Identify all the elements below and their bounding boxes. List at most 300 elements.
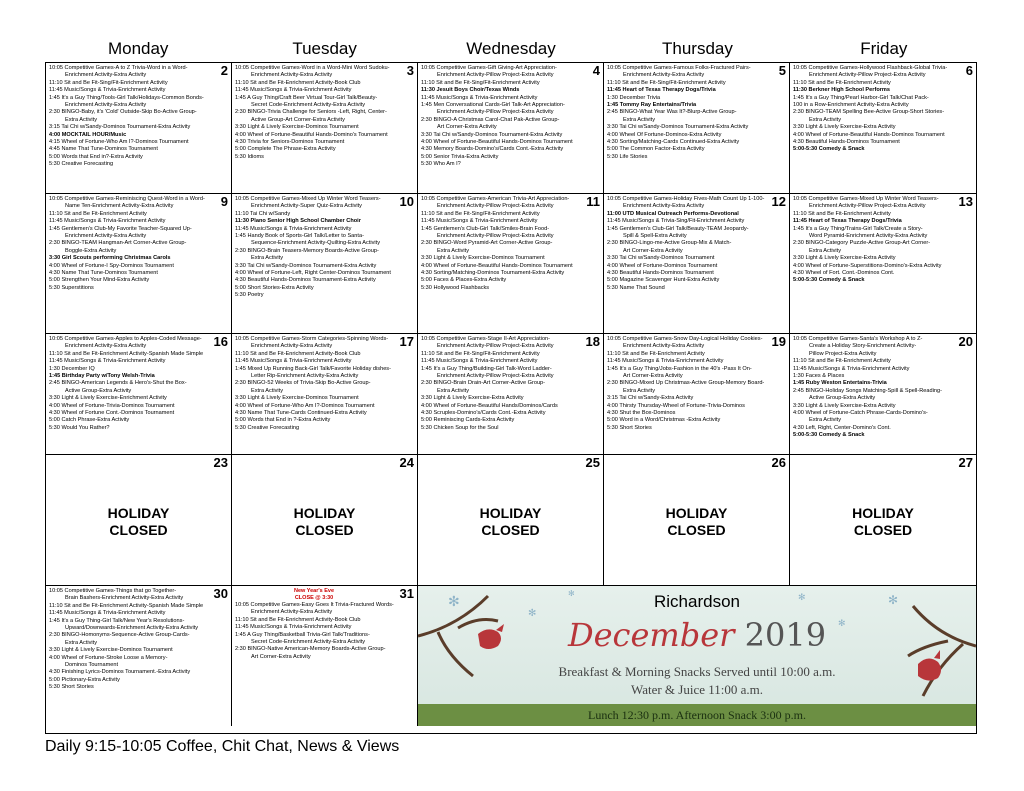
activity-item: 3:30 Light & Lively Exercise-Extra Activity: [421, 395, 524, 402]
activity-item: 5:30 Would You Rather?: [49, 424, 110, 431]
holiday-closed-label: [790, 505, 976, 539]
activity-item: 5:00-5:30 Comedy & Snack: [793, 277, 865, 284]
activity-item: Enrichment Activity-Extra Activity: [65, 102, 147, 109]
holiday-closed-label: [46, 505, 231, 539]
day-number: 23: [213, 455, 228, 470]
day-number: 17: [399, 334, 414, 349]
day-number: 24: [399, 455, 414, 470]
activity-item: Upward/Downwards-Enrichment Activity-Extra Activity: [65, 625, 199, 632]
activity-item: Extra Activity: [251, 255, 284, 262]
activity-item: Enrichment Activity-Extra Activity: [65, 233, 147, 240]
activity-item: 11:10 Sit and Be Fit-Sing/Fit-Enrichment Activity: [421, 79, 540, 86]
activity-item: 10:05 Competitive Games-Things that go Together-: [49, 588, 177, 594]
activity-item: 4:00 Wheel of Fortune-Beautiful Hands-Domino's Tournament: [235, 131, 388, 138]
svg-text:✻: ✻: [888, 593, 899, 607]
activity-item: 4:30 Sorting/Matching-Dominos Tournament-Extra Activity: [421, 270, 565, 277]
holiday-label-line: CLOSED: [667, 522, 726, 538]
activity-item: Enrichment Activity-Pillow Project-Extra Activity: [437, 373, 554, 380]
day-cell: [790, 334, 976, 455]
day-cell: [418, 455, 604, 586]
holiday-label-line: CLOSED: [853, 522, 913, 538]
activity-item: 2:30 BINGO-Trivia Challenge for Seniors -Left, Right, Center-: [235, 109, 387, 116]
activity-item: 4:30 Trivia for Seniors-Dominos Tournament: [235, 139, 345, 146]
activity-item: 2:30 BINGO-Lingo-me-Active Group-Mix & Match-: [607, 240, 732, 247]
activity-item: 10:05 Competitive Games-Reminiscing Quest-Word in a Word-: [49, 196, 205, 202]
activity-item: 5:00 Short Stories-Extra Activity: [235, 284, 314, 291]
activity-item: 11:45 Music/Songs & Trivia-Enrichment Activity: [793, 365, 910, 372]
activity-item: 4:00 Wheel of Fortune-Beautiful Hands-Dominos Tournament: [421, 262, 573, 269]
activity-item: 4:00 Wheel of Fortune-Trivia-Dominos Tournament: [49, 402, 175, 409]
activity-item: Extra Activity: [809, 417, 842, 424]
activity-item: 10:05 Competitive Games-Snow Day-Logical Holiday Cookies-: [607, 336, 763, 342]
day-cell: [46, 455, 232, 586]
activity-item: Art Corner-Extra Activity: [437, 124, 497, 131]
activity-item: 3:15 Tai Chi w/Sandy-Extra Activity: [607, 395, 694, 402]
holiday-label-line: HOLIDAY: [665, 505, 728, 521]
activity-item: 1:45 A Guy Thing/Basketball Trivia-Girl Talk/Traditions-: [235, 631, 370, 638]
activity-item: 1:45 It's a Guy Thing/Pearl Harbor-Girl Talk/Chat Pack-: [793, 94, 929, 101]
activity-item: 11:30 Jesuit Boys Choir/Texas Winds: [421, 87, 520, 94]
activity-item: Enrichment Activity-Pillow Project-Extra Activity: [437, 203, 554, 210]
activity-item: 2:30 BINGO-Homonyms-Sequence-Active Group-Cards-: [49, 632, 190, 639]
activity-item: 4:30 Beautiful Hands-Dominos Tournament-Extra Activity: [235, 277, 376, 284]
activity-item: Extra Activity: [437, 247, 470, 254]
activity-list: [793, 196, 974, 285]
activity-item: 5:30 Creative Forecasting: [49, 161, 114, 168]
activity-item: Extra Activity: [623, 116, 656, 123]
activity-item: 4:00 MOCKTAIL HOUR/Music: [49, 131, 127, 138]
activity-item: 5:30 Superstitions: [49, 284, 94, 291]
activity-item: Create a Holiday Story-Enrichment Activity-: [809, 343, 917, 350]
activity-item: 5:30 Creative Forecasting: [235, 424, 300, 431]
activity-item: 11:45 Music/Songs & Trivia-Enrichment Activity: [607, 358, 724, 365]
activity-item: 10:05 Competitive Games-Mixed Up Winter Word Teasers-: [793, 196, 939, 202]
breakfast-note: Breakfast & Morning Snacks Served until 10:00 a.m.: [558, 664, 836, 679]
activity-list: [49, 588, 229, 692]
activity-item: 11:45 Music/Songs & Trivia-Enrichment Activity: [235, 358, 352, 365]
svg-text:✻: ✻: [448, 593, 460, 609]
activity-item: 10:05 Competitive Games-Santa's Workshop A to Z-: [793, 336, 923, 342]
activity-item: 1:45 It's a Guy Thing/Tools-Girl Talk/Holidays-Common Bonds-: [49, 94, 204, 101]
activity-item: Enrichment Activity-Extra Activity: [251, 72, 333, 79]
activity-item: 11:10 Sit and Be Fit-Enrichment Activity: [793, 210, 891, 217]
activity-item: 10:05 Competitive Games-Apples to Apples-Coded Message-: [49, 336, 202, 342]
svg-text:✻: ✻: [528, 608, 537, 619]
activity-item: 1:45 It's a Guy Thing/Trains-Girl Talk/Create a Story-: [793, 225, 923, 232]
activity-item: 11:45 Music/Songs & Trivia-Enrichment Activity: [235, 87, 352, 94]
activity-item: 5:00 Senior Trivia-Extra Activity: [421, 153, 499, 160]
activity-item: 2:30 BINGO-TEAM Spelling Bee-Active Group-Short Stories-: [793, 109, 945, 116]
activity-item: Word Pyramid-Enrichment Activity-Extra Activity: [809, 233, 928, 240]
activity-item: 3:30 Tai Chi w/Sandy-Dominos Tournament-Extra Activity: [607, 124, 749, 131]
activity-item: 11:10 Sit and Be Fit-Sing/Fit-Enrichment Activity: [421, 210, 540, 217]
activity-item: 11:00 UTD Musical Outreach Performs-Devotional: [607, 210, 739, 217]
holiday-label-line: CLOSED: [481, 522, 540, 538]
activity-item: 1:45 Ruby Weston Entertains-Trivia: [793, 380, 887, 387]
day-number: 12: [771, 194, 786, 209]
activity-item: 4:00 Wheel of Fortune-Beautiful Hands/Dominos/Cards: [421, 402, 558, 409]
day-number: 30: [213, 586, 228, 601]
activity-item: 4:00 Wheel of Fortune-I Spy-Dominos Tournament: [49, 262, 174, 269]
activity-item: Boggle-Extra Activity: [65, 247, 117, 254]
activity-item: 2:30 BINGO-Native American-Memory Boards-Active Group-: [235, 646, 386, 653]
activity-item: Enrichment Activity-Extra Activity: [251, 343, 333, 350]
activity-item: 5:30 Who Am I?: [421, 161, 461, 168]
day-cell: [46, 63, 232, 194]
activity-item: 5:30 Life Stories: [607, 153, 648, 160]
activity-item: 1:30 Faces & Places: [793, 373, 845, 380]
activity-list: [49, 196, 229, 292]
day-cell: [46, 586, 232, 726]
activity-item: 11:45 Music/Songs & Trivia-Enrichment Activity: [235, 624, 352, 631]
activity-item: Letter Rip-Enrichment Activity-Extra Activity: [251, 373, 359, 380]
calendar-grid: [45, 62, 977, 734]
activity-item: Enrichment Activity-Extra Activity: [65, 72, 147, 79]
activity-item: 1:45 Gentlemen's Club-My Favorite Teacher-Squared Up-: [49, 225, 192, 232]
activity-item: 3:30 Light & Lively Exercise-Extra Activity: [793, 124, 896, 131]
activity-item: 11:45 Music/Songs & Trivia-Enrichment Activity: [49, 218, 166, 225]
day-cell: [232, 194, 418, 334]
day-cell: [418, 63, 604, 194]
activity-list: [607, 65, 787, 161]
activity-item: Extra Activity: [65, 116, 98, 123]
activity-item: 11:10 Sit and Be Fit-Enrichment Activity-Spanish Made Simple: [49, 602, 204, 609]
weekday-header-thursday: Thursday: [661, 39, 733, 58]
activity-item: Enrichment Activity-Extra Activity: [623, 203, 705, 210]
holiday-label-line: HOLIDAY: [293, 505, 356, 521]
activity-item: 2:45 BINGO-American Legends & Hero's-Shut the Box-: [49, 380, 187, 387]
activity-item: 4:30 Left, Right, Center-Domino's Cont.: [793, 424, 891, 431]
activity-item: 1:45 Men Conversational Cards-Girl Talk-Art Appreciation-: [421, 102, 565, 109]
activity-item: 4:30 Beautiful Hands-Dominos Tournament: [607, 270, 714, 277]
activity-item: Pillow Project-Extra Activity: [809, 350, 877, 357]
activity-item: 4:30 Sorting/Matching-Cards Continued-Extra Activity: [607, 139, 740, 146]
day-number: 31: [399, 586, 414, 601]
activity-item: 11:10 Sit and Be Fit-Enrichment Activity-Spanish Made Simple: [49, 350, 204, 357]
activity-item: 1:45 It's a Guy Thing/Building-Girl Talk-Word Ladder-: [421, 365, 552, 372]
day-number: 6: [965, 63, 973, 78]
activity-item: 3:30 Light & Lively Exercise-Extra Activity: [793, 402, 896, 409]
activity-item: Extra Activity: [623, 387, 656, 394]
activity-item: 3:15 Tai Chi w/Sandy-Dominos Tournament-Extra Activity: [49, 124, 191, 131]
activity-item: 10:05 Competitive Games-Gift Giving-Art Appreciation-: [421, 65, 557, 71]
activity-item: 5:30 Name That Sound: [607, 284, 665, 291]
activity-item: 4:00 Wheel of Fortune-Dominos Tournament: [607, 262, 718, 269]
day-number: 5: [778, 63, 786, 78]
activity-item: Extra Activity: [251, 387, 284, 394]
location-title: Richardson: [654, 592, 740, 611]
activity-item: Extra Activity: [809, 247, 842, 254]
activity-item: Spill & Spell-Extra Activity: [623, 233, 687, 240]
closing-note: [294, 588, 334, 601]
activity-item: Art Corner-Extra Activity: [623, 247, 683, 254]
activity-list: [607, 336, 787, 432]
activity-item: 4:00 Wheel of Fortune-Left, Right Center-Dominos Tournament: [235, 270, 391, 277]
activity-item: Extra Activity: [437, 387, 470, 394]
activity-item: 4:00 Thirsty Thursday-Wheel of Fortune-Trivia-Dominos: [607, 402, 745, 409]
activity-item: 3:30 Light & Lively Exercise-Extra Activity: [793, 255, 896, 262]
activity-list: [235, 65, 415, 161]
activity-item: 5:30 Hollywood Flashbacks: [421, 284, 490, 291]
svg-text:✻: ✻: [568, 589, 575, 598]
activity-item: 4:00 Wheel of Fortune-Who Am I?-Dominos Tournament: [235, 402, 375, 409]
day-cell: [604, 194, 790, 334]
day-number: 11: [586, 194, 600, 209]
activity-item: 2:45 BINGO-What Year Was It?-Blurp-Active Group-: [607, 109, 737, 116]
activity-item: 2:30 BINGO-Brain Teasers-Memory Boards-Active Group-: [235, 247, 379, 254]
activity-item: 4:30 Wheel of Fort. Cont.-Dominos Cont.: [793, 270, 895, 277]
activity-item: 1:45 Birthday Party w/Tony Welsh-Trivia: [49, 373, 155, 380]
daily-footer-note: Daily 9:15-10:05 Coffee, Chit Chat, News & Views: [45, 738, 400, 755]
activity-item: 10:05 Competitive Games-Stage II-Art Appreciation-: [421, 336, 551, 342]
closing-note-line: CLOSE @ 3:30: [294, 594, 334, 601]
activity-list: [793, 336, 974, 440]
day-cell: [418, 334, 604, 455]
activity-item: 11:10 Sit and Be Fit-Enrichment Activity: [793, 79, 891, 86]
activity-item: 11:10 Sit and Be Fit-Enrichment Activity: [49, 210, 147, 217]
activity-item: 11:10 Tai Chi w/Sandy: [235, 210, 291, 217]
activity-item: 11:10 Sit and Be Fit-Sing/Fit-Enrichment Activity: [49, 79, 168, 86]
activity-item: 10:05 Competitive Games-Storm Categories-Spinning Words-: [235, 336, 389, 342]
holiday-closed-label: [232, 505, 417, 539]
month-banner: [418, 586, 976, 726]
activity-item: 3:30 Light & Lively Exercise-Dominos Tournament: [49, 647, 173, 654]
activity-item: Secret Code-Enrichment Activity-Extra Activity: [251, 102, 366, 109]
activity-item: 5:00 Words that End in ?-Extra Activity: [235, 417, 331, 424]
day-cell: [418, 194, 604, 334]
activity-item: Art Corner-Extra Activity: [251, 653, 311, 660]
activity-item: 4:30 Scruples-Domino's/Cards Cont.-Extra Activity: [421, 410, 546, 417]
activity-item: 3:30 Tai Chi w/Sandy-Dominos Tournament-Extra Activity: [235, 262, 377, 269]
activity-item: 4:45 Name That Tune-Dominos Tournament: [49, 146, 158, 153]
activity-list: [235, 602, 415, 661]
day-cell: [232, 586, 418, 726]
activity-item: 4:00 Wheel of Fortune-Beautiful Hands-Dominos Tournament: [793, 131, 945, 138]
activity-item: 3:30 Girl Scouts performing Christmas Carols: [49, 255, 171, 262]
activity-list: [49, 65, 229, 169]
activity-item: 5:00 Strengthen Your Mind-Extra Activity: [49, 277, 150, 284]
activity-item: 5:30 Idioms: [235, 153, 264, 160]
activity-item: Active Group-Art Corner-Extra Activity: [251, 116, 345, 123]
activity-item: 10:05 Competitive Games-Hollywood Flashback-Global Trivia-: [793, 65, 948, 71]
activity-list: [49, 336, 229, 432]
activity-item: 3:30 Tai Chi w/Sandy-Dominos Tournament-Extra Activity: [421, 131, 563, 138]
activity-item: 5:00-5:30 Comedy & Snack: [793, 146, 865, 153]
day-cell: [790, 455, 976, 586]
day-number: 2: [220, 63, 228, 78]
activity-item: 1:45 Gentlemen's Club-Girl Talk/Smiles-Brain Food-: [421, 225, 550, 232]
activity-item: Enrichment Activity-Extra Activity: [623, 343, 705, 350]
activity-item: 4:30 Name That Tune-Dominos Tournament: [49, 270, 158, 277]
activity-item: 5:00 Faces & Places-Extra Activity: [421, 277, 507, 284]
activity-item: 2:30 BINGO-TEAM Hangman-Art Corner-Active Group-: [49, 240, 187, 247]
activity-item: 4:30 Beautiful Hands-Dominos Tournament: [793, 139, 900, 146]
weekday-header-monday: Monday: [107, 39, 169, 58]
activity-list: [421, 196, 601, 292]
activity-item: 1:45 A Guy Thing/Craft Beer Virtual Tour-Girl Talk/Beauty-: [235, 94, 378, 101]
activity-list: [607, 196, 787, 292]
activity-item: 10:05 Competitive Games-Easy Goes It Trivia-Fractured Words-: [235, 602, 394, 608]
day-number: 10: [399, 194, 414, 209]
svg-text:✻: ✻: [838, 618, 846, 628]
month-name: December: [567, 616, 735, 654]
activity-item: 3:30 Light & Lively Exercise-Dominos Tournament: [421, 255, 545, 262]
activity-item: 4:30 Wheel of Fortune Cont.-Dominos Tournament: [49, 410, 175, 417]
holiday-closed-label: [604, 505, 789, 539]
activity-item: 5:00 The Common Factor-Extra Activity: [607, 146, 705, 153]
year: 2019: [744, 616, 827, 654]
activity-item: 1:30 December IQ: [49, 365, 95, 372]
activity-item: 5:00 Complete The Phrase-Extra Activity: [235, 146, 336, 153]
activity-item: 3:30 Tai Chi w/Sandy-Dominos Tournament: [607, 255, 715, 262]
activity-item: 5:00 Reminiscing Cards-Extra Activity: [421, 417, 515, 424]
activity-item: Enrichment Activity-Super Quiz-Extra Activity: [251, 203, 362, 210]
day-cell: [46, 194, 232, 334]
day-number: 25: [585, 455, 600, 470]
activity-item: 11:45 Heart of Texas Therapy Dogs/Trivia: [607, 87, 716, 94]
holiday-label-line: HOLIDAY: [852, 505, 914, 521]
activity-item: 2:30 BINGO-Baby, it's 'Cold' Outside-Skip Bo-Active Group-: [49, 109, 197, 116]
activity-item: 11:10 Sit and Be Fit-Enrichment Activity-Book Club: [235, 79, 361, 86]
activity-item: 2:30 BINGO-Category Puzzle-Active Group-Art Corner-: [793, 240, 931, 247]
activity-list: [793, 65, 974, 154]
activity-item: 4:00 Wheel of Fortune-Catch Phrase-Cards-Domino's-: [793, 410, 928, 417]
activity-item: 10:05 Competitive Games-Famous Folks-Fractured Pairs-: [607, 65, 751, 71]
activity-item: 10:05 Competitive Games-Mixed Up Winter Word Teasers-: [235, 196, 381, 202]
activity-item: 5:30 Poetry: [235, 292, 264, 299]
activity-item: 4:30 Memory Boards-Domino's/Cards Cont.-Extra Activity: [421, 146, 564, 153]
activity-item: 2:30 BINGO-Word Pyramid-Art Corner-Active Group-: [421, 240, 553, 247]
day-number: 26: [771, 455, 786, 470]
activity-item: 2:45 BINGO-Holiday Songs Matching-Spill & Spell-Reading-: [793, 387, 942, 394]
activity-list: [235, 196, 415, 300]
activity-item: 5:00 Pictionary-Extra Activity: [49, 676, 120, 683]
day-cell: [232, 455, 418, 586]
activity-item: Enrichment Activity-Extra Activity: [251, 609, 333, 616]
activity-item: 11:45 Music/Songs & Trivia-Sing/Fit-Enrichment Activity: [607, 218, 745, 225]
day-number: 3: [406, 63, 414, 78]
activity-item: Extra Activity: [809, 116, 842, 123]
activity-item: 4:00 Wheel of Fortune-Beautiful Hands-Dominos Tournament: [421, 139, 573, 146]
activity-item: 11:45 Music/Songs & Trivia-Enrichment Activity: [421, 94, 538, 101]
activity-item: 2:30 BINGO-Mixed Up Christmas-Active Group-Memory Board-: [607, 380, 765, 387]
activity-item: Enrichment Activity-Pillow Project-Extra Activity: [809, 72, 926, 79]
weekday-header-friday: Friday: [860, 39, 908, 58]
activity-item: 11:45 Heart of Texas Therapy Dogs/Trivia: [793, 218, 902, 225]
activity-item: 2:30 BINGO-A Christmas Carol-Chat Pak-Active Group-: [421, 116, 560, 123]
lunch-note: Lunch 12:30 p.m. Afternoon Snack 3:00 p.m.: [418, 704, 976, 726]
activity-item: 11:10 Sit and Be Fit-Enrichment Activity-Book Club: [235, 350, 361, 357]
closing-note-line: New Year's Eve: [294, 588, 335, 594]
activity-item: 10:05 Competitive Games-American Trivia-Art Appreciation-: [421, 196, 570, 202]
activity-item: 10:05 Competitive Games-A to Z Trivia-Word in a Word-: [49, 65, 188, 71]
day-number: 19: [771, 334, 786, 349]
activity-item: Active Group-Extra Activity: [809, 395, 876, 402]
activity-item: 4:00 Wheel of Fortune-Stroke Loose a Memory-: [49, 654, 168, 661]
activity-item: Secret Code-Enrichment Activity-Extra Activity: [251, 639, 366, 646]
activity-item: 5:00-5:30 Comedy & Snack: [793, 432, 865, 439]
activity-item: Enrichment Activity-Pillow Project-Extra Activity: [437, 72, 554, 79]
activity-item: 1:30 December Trivia: [607, 94, 661, 101]
day-cell: [604, 63, 790, 194]
activity-item: 5:00 Word in a Word/Christmas -Extra Activity: [607, 417, 721, 424]
day-number: 18: [585, 334, 600, 349]
activity-item: 11:10 Sit and Be Fit-Sing/Fit-Enrichment Activity: [607, 79, 726, 86]
activity-item: 11:45 Music/Songs & Trivia-Enrichment Activity: [49, 610, 166, 617]
activity-item: Enrichment Activity-Pillow Project-Extra Activity: [809, 203, 926, 210]
holiday-label-line: CLOSED: [109, 522, 168, 538]
day-cell: [604, 334, 790, 455]
day-number: 9: [220, 194, 228, 209]
holiday-label-line: CLOSED: [295, 522, 354, 538]
activity-item: 4:30 Name That Tune-Cards Continued-Extra Activity: [235, 410, 367, 417]
day-cell: [790, 63, 976, 194]
activity-list: [235, 336, 415, 432]
activity-item: 11:10 Sit and Be Fit-Enrichment Activity-Book Club: [235, 616, 361, 623]
activity-item: Art Corner-Extra Activity: [623, 373, 683, 380]
activity-item: 3:30 Light & Lively Exercise-Dominos Tournament: [235, 124, 359, 131]
activity-item: Enrichment Activity-Pillow Project-Extra Activity: [437, 343, 554, 350]
activity-item: 1:45 Gentlemen's Club-Girl Talk/Beauty-TEAM Jeopardy-: [607, 225, 749, 232]
activity-item: 11:10 Sit and Be Fit-Enrichment Activity: [607, 350, 705, 357]
holiday-label-line: HOLIDAY: [107, 505, 170, 521]
activity-item: 3:30 Light & Lively Exercise-Dominos Tournament: [235, 395, 359, 402]
activity-item: 11:10 Sit and Be Fit-Enrichment Activity: [793, 358, 891, 365]
svg-text:✻: ✻: [798, 592, 806, 602]
activity-item: 1:45 Handy Book of Sports-Girl Talk/Letter to Santa-: [235, 233, 364, 240]
activity-item: 5:30 Short Stories: [49, 684, 94, 691]
activity-item: 2:30 BINGO-52 Weeks of Trivia-Skip Bo-Active Group-: [235, 380, 371, 387]
holiday-closed-label: [418, 505, 603, 539]
month-title: [418, 616, 976, 654]
day-cell: [46, 334, 232, 455]
activity-item: 1:45 It's a Guy Thing-Girl Talk/New Year's Resolutions-: [49, 617, 185, 624]
weekday-header-tuesday: Tuesday: [292, 39, 357, 58]
activity-item: Brain Bashers-Enrichment Activity-Extra Activity: [65, 595, 184, 602]
activity-item: 5:00 Words that End in?-Extra Activity: [49, 153, 143, 160]
day-number: 16: [213, 334, 228, 349]
day-number: 27: [958, 455, 973, 470]
day-cell: [232, 334, 418, 455]
activity-item: 5:00 Magazine Scavenger Hunt-Extra Activity: [607, 277, 720, 284]
day-cell: [790, 194, 976, 334]
day-number: 13: [958, 194, 973, 209]
activity-item: 1:45 Mixed Up Running Back-Girl Talk/Favorite Holiday dishes-: [235, 365, 391, 372]
day-cell: [604, 455, 790, 586]
activity-item: 11:30 Berkner High School Performs: [793, 87, 890, 94]
activity-item: 5:30 Short Stories: [607, 424, 652, 431]
activity-item: 5:00 Catch Phrase-Extra Activity: [49, 417, 130, 424]
activity-item: 4:00 Wheel of Fortune-Superstitions-Domino's-Extra Activity: [793, 262, 942, 269]
activity-item: 11:45 Music/Songs & Trivia-Enrichment Activity: [421, 358, 538, 365]
activity-item: Sequence-Enrichment Activity-Quilting-Extra Activity: [251, 240, 381, 247]
activity-item: 11:45 Music/Songs & Trivia-Enrichment Activity: [49, 358, 166, 365]
activity-list: [421, 336, 601, 432]
activity-item: 3:30 Light & Lively Exercise-Enrichment Activity: [49, 395, 167, 402]
activity-item: 11:10 Sit and Be Fit-Sing/Fit-Enrichment Activity: [421, 350, 540, 357]
weekday-header-wednesday: Wednesday: [466, 39, 556, 58]
activity-item: 11:45 Music/Songs & Trivia-Enrichment Activity: [421, 218, 538, 225]
activity-item: Enrichment Activity-Pillow Project-Extra Activity: [437, 109, 554, 116]
activity-item: 11:45 Music/Songs & Trivia-Enrichment Activity: [235, 225, 352, 232]
day-number: 20: [958, 334, 973, 349]
activity-item: 2:30 BINGO-Brain Drain-Art Corner-Active Group-: [421, 380, 546, 387]
activity-item: 100 in a Row-Enrichment Activity-Extra Activity: [793, 102, 909, 109]
activity-item: Extra Activity: [65, 639, 98, 646]
activity-item: 4:00 Wheel Of Fortune-Dominos-Extra Activity: [607, 131, 722, 138]
activity-item: 4:30 Finishing Lyrics-Dominos Tournament.-Extra Activity: [49, 669, 191, 676]
day-number: 4: [592, 63, 600, 78]
